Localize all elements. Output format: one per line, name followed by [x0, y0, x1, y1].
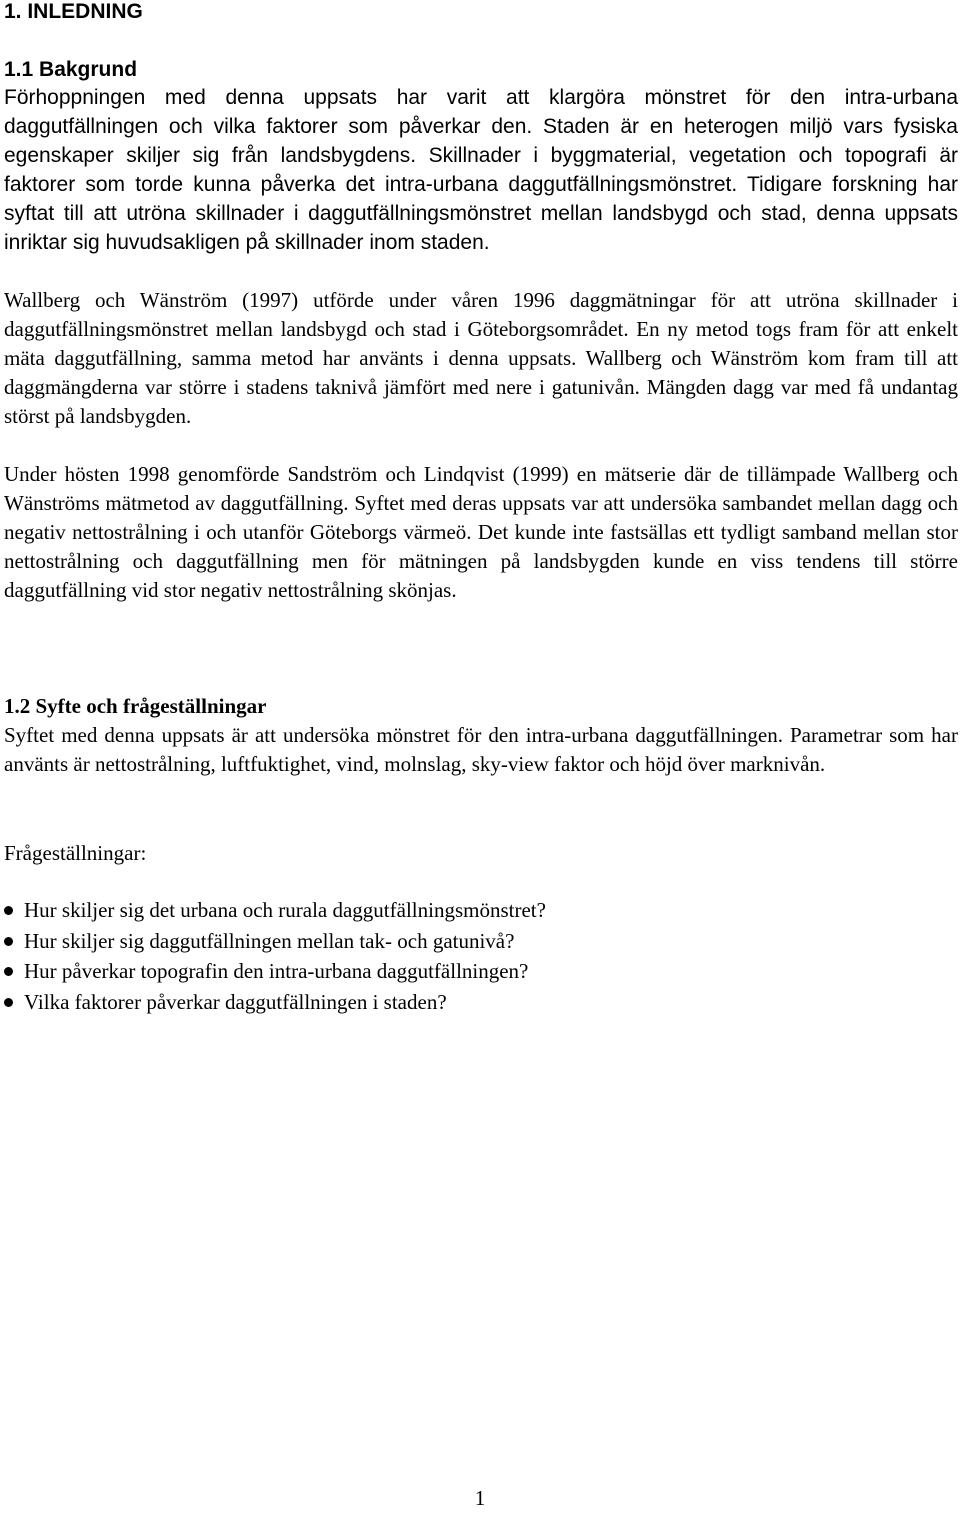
list-item: [4, 956, 904, 987]
question-text: Hur skiljer sig daggutfällningen mellan tak- och gatunivå?: [24, 928, 515, 953]
question-text: Hur skiljer sig det urbana och rurala daggutfällningsmönstret?: [24, 898, 546, 922]
questions-list: [4, 895, 904, 1017]
section-heading-syfte: 1.2 Syfte och frågeställningar: [4, 694, 267, 718]
list-item: [4, 895, 904, 926]
bullet-icon: [4, 967, 13, 976]
bakgrund-paragraph-2: Wallberg och Wänström (1997) utförde under våren 1996 daggmätningar för att utröna skillnader i daggutfällningsmönstret mellan landsbygd och stad i Göteborgsområdet. En ny metod togs fram för att enkelt mäta daggutfällning, samma metod har använts i denna uppsats. Wallberg och Wänström kom fram till att daggmängderna var större i stadens taknivå jämfört med nere i gatunivån. Mängden dagg var med få undantag störst på landsbygden.: [4, 288, 958, 428]
page-number: 1: [474, 1486, 486, 1510]
question-text: Hur påverkar topografin den intra-urbana daggutfällningen?: [24, 959, 529, 983]
bullet-icon: [4, 937, 13, 946]
bullet-icon: [4, 998, 13, 1007]
list-item: [4, 987, 904, 1018]
list-item: [4, 926, 904, 957]
bullet-icon: [4, 906, 13, 915]
bakgrund-paragraph-1: Förhoppningen med denna uppsats har varit att klargöra mönstret för den intra-urbana daggutfällningen och vilka faktorer som påverkar den. Staden är en heterogen miljö vars fysiska egenskaper skiljer sig från landsbygdens. Skillnader i byggmaterial, vegetation och topografi är faktorer som torde kunna påverka det intra-urbana daggutfällningsmönstret. Tidigare forskning har syftat till att utröna skillnader i daggutfällningsmönstret mellan landsbygd och stad, denna uppsats inriktar sig huvudsakligen på skillnader inom staden.: [4, 86, 958, 254]
bakgrund-paragraph-3: Under hösten 1998 genomförde Sandström och Lindqvist (1999) en mätserie där de tillämpade Wallberg och Wänströms mätmetod av daggutfällning. Syftet med deras uppsats var att undersöka sambandet mellan dagg och negativ nettostrålning i och utanför Göteborgs värmeö. Det kunde inte fastsällas ett tydligt samband mellan stor nettostrålning och daggutfällning men för mätningen på landsbygden kunde en viss tendens till större daggutfällning vid stor negativ nettostrålning skönjas.: [4, 462, 958, 602]
section-heading-bakgrund: 1.1 Bakgrund: [4, 58, 138, 81]
question-text: Vilka faktorer påverkar daggutfällningen i staden?: [24, 989, 447, 1014]
syfte-paragraph: Syftet med denna uppsats är att undersöka mönstret för den intra-urbana daggutfällningen. Parametrar som har använts är nettostrålning, luftfuktighet, vind, molnslag, sky-view faktor och höjd över marknivån.: [4, 723, 958, 776]
chapter-title: 1. INLEDNING: [4, 0, 143, 23]
questions-label: Frågeställningar:: [4, 841, 147, 865]
